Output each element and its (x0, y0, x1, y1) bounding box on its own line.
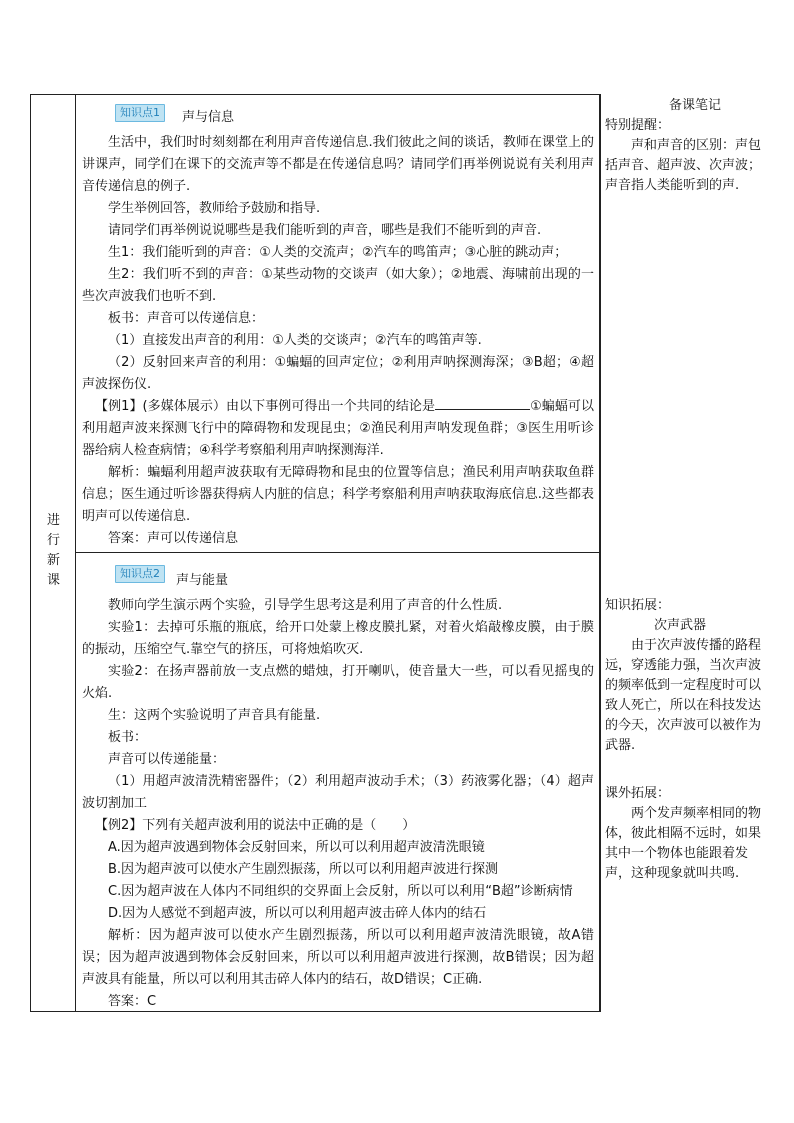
section-label-char: 新 (46, 553, 60, 568)
kp-title: 声与信息 (182, 110, 235, 125)
example-1 (82, 396, 594, 462)
example-2: 【例2】下列有关超声波利用的说法中正确的是（ ） (95, 818, 416, 833)
paragraph: 生：这两个实验说明了声音具有能量. (108, 708, 321, 723)
board-item: 声音可以传递能量： (108, 752, 226, 767)
extracurricular-extension (605, 784, 765, 884)
notes-heading: 备课笔记 (668, 98, 721, 113)
extension-title: 次声武器 (653, 618, 706, 633)
example-prefix: 【例1】(多媒体展示）由以下事例可得出一个共同的结论是 (95, 399, 436, 414)
section-label-char: 进 (46, 513, 60, 528)
board-item: （1）直接发出声音的利用：①人类的交谈声；②汽车的鸣笛声等. (108, 333, 482, 348)
extra-text: 两个发声频率相同的物体，彼此相隔不远时，如果其中一个物体也能跟着发声，这种现象就叫共鸣. (605, 806, 762, 881)
kp-title: 声与能量 (176, 573, 229, 588)
analysis: 解析：蝙蝠利用超声波获取有无障碍物和昆虫的位置等信息；渔民利用声呐获取鱼群信息；医生通过听诊器获得病人内脏的信息；科学考察船利用声呐获取海底信息.这些都表明声可以传递信息. (82, 465, 594, 524)
section-label-char: 行 (46, 533, 60, 548)
answer-blank (435, 397, 530, 410)
extension-text: 由于次声波传播的路程远，穿透能力强，当次声波的频率低到一定程度时可以致人死亡，所以在科技发达的今天，次声波可以被作为武器. (605, 638, 762, 753)
notes-heading-block (605, 96, 765, 196)
knowledge-point-2 (76, 553, 600, 1012)
paragraph: 实验1：去掉可乐瓶的瓶底，给开口处蒙上橡皮膜扎紧，对着火焰敲橡皮膜，由于膜的振动，压缩空气.靠空气的挤压，可将烛焰吹灭. (82, 620, 594, 657)
board-heading: 板书：声音可以传递信息： (108, 311, 265, 326)
paragraph: 请同学们再举例说说哪些是我们能听到的声音，哪些是我们不能听到的声音. (108, 223, 542, 238)
analysis: 解析：因为超声波可以使水产生剧烈振荡，所以可以利用超声波清洗眼镜，故A错误；因为超声波遇到物体会反射回来，所以可以利用超声波进行探测，故B错误；因为超声波具有能量，所以可以利用其击碎人体内的结石，故D错误；C正确. (82, 928, 594, 987)
tip-label: 特别提醒： (605, 118, 671, 133)
paragraph: 生活中，我们时时刻刻都在利用声音传递信息.我们彼此之间的谈话，教师在课堂上的讲课声，同学们在课下的交流声等不都是在传递信息吗？请同学们再举例说说有关利用声音传递信息的例子. (82, 135, 594, 194)
paragraph: 教师向学生演示两个实验，引导学生思考这是利用了声音的什么性质. (108, 598, 503, 613)
kp-heading (82, 94, 594, 125)
option-b: B.因为超声波可以使水产生剧烈振荡，所以可以利用超声波进行探测 (108, 862, 499, 877)
board-heading: 板书： (108, 730, 148, 745)
option-c: C.因为超声波在人体内不同组织的交界面上会反射，所以可以利用“B超”诊断病情 (108, 884, 573, 899)
knowledge-point-1 (76, 94, 600, 553)
section-label (31, 511, 76, 591)
tip-text: 声和声音的区别：声包括声音、超声波、次声波；声音指人类能听到的声. (605, 138, 762, 193)
option-d: D.因为人感觉不到超声波，所以可以利用超声波击碎人体内的结石 (108, 906, 487, 921)
section-label-char: 课 (46, 573, 60, 588)
answer: 答案：C (108, 994, 157, 1009)
paragraph: 实验2：在扬声器前放一支点燃的蜡烛，打开喇叭，使音量大一些，可以看见摇曳的火焰. (82, 664, 594, 701)
extra-label: 课外拓展： (605, 786, 671, 801)
board-item: （2）反射回来声音的利用：①蝙蝠的回声定位；②利用声呐探测海深；③B超；④超声波探伤仪. (82, 355, 594, 392)
kp-badge: 知识点1 (115, 104, 165, 122)
extension-label: 知识拓展： (605, 598, 671, 613)
column-divider (600, 94, 601, 1012)
option-a: A.因为超声波遇到物体会反射回来，所以可以利用超声波清洗眼镜 (108, 840, 485, 855)
answer: 答案：声可以传递信息 (108, 531, 239, 546)
kp-badge: 知识点2 (115, 565, 165, 583)
knowledge-extension (605, 596, 765, 756)
example-rest: ①蝙蝠可以利用超声波来探测飞行中的障碍物和发现昆虫；②渔民利用声呐发现鱼群；③医生用听诊器给病人检查病情；④科学考察船利用声呐探测海洋. (82, 399, 594, 458)
paragraph: 生1：我们能听到的声音：①人类的交流声；②汽车的鸣笛声；③心脏的跳动声； (108, 245, 568, 260)
paragraph: 学生举例回答，教师给予鼓励和指导. (108, 201, 321, 216)
board-item: （1）用超声波清洗精密器件；（2）利用超声波动手术；（3）药液雾化器；（4）超声波切割加工 (82, 774, 594, 811)
kp-heading (82, 553, 594, 588)
paragraph: 生2：我们听不到的声音：①某些动物的交谈声（如大象）；②地震、海啸前出现的一些次声波我们也听不到. (82, 267, 594, 304)
left-column (31, 95, 76, 1011)
